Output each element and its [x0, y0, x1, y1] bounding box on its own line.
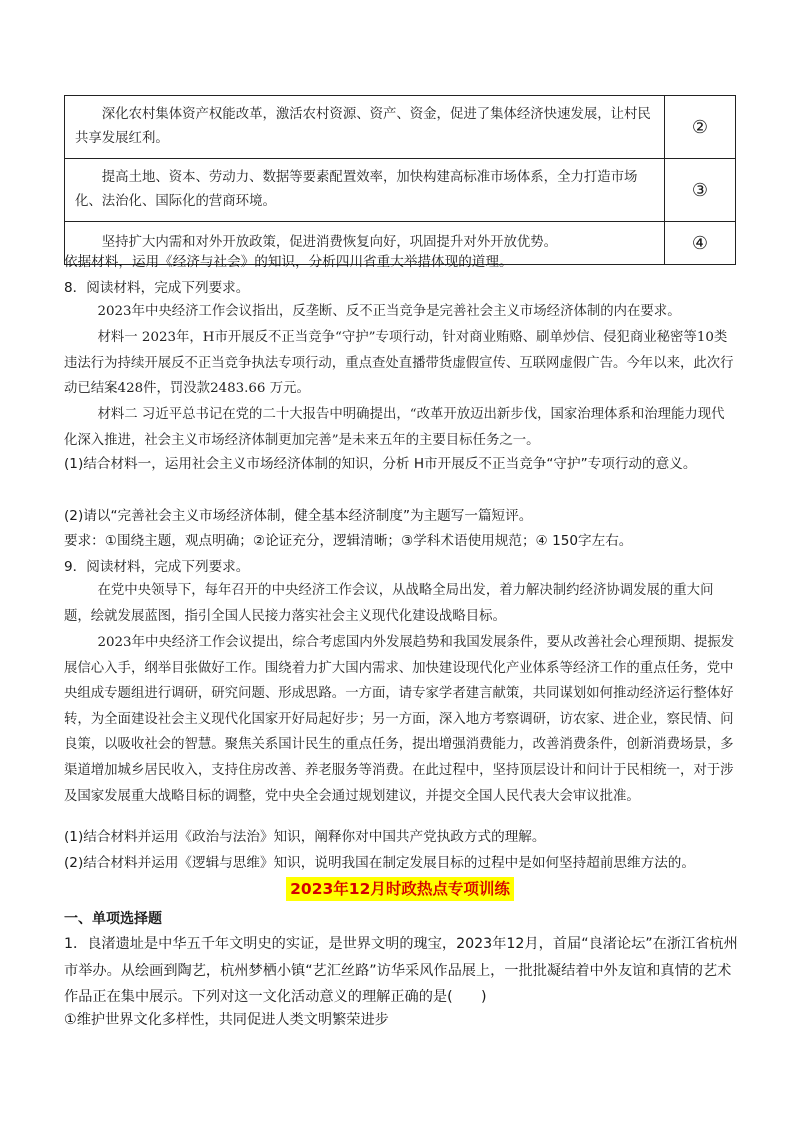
q8-intro: 2023年中央经济工作会议指出，反垄断、反不正当竞争是完善社会主义市场经济体制的内在要求。 — [97, 304, 681, 319]
table-cell-text: 深化农村集体资产权能改革，激活农村资源、资产、资金，促进了集体经济快速发展，让村民共享发展红利。 — [65, 96, 665, 159]
q8-material-2: 材料二 习近平总书记在党的二十大报告中明确提出，“改革开放迈出新步伐，国家治理体系和治理能力现代化深入推进，社会主义市场经济体制更加完善”是未来五年的主要目标任务之一。 — [64, 407, 725, 448]
table-cell-text: 坚持扩大内需和对外开放政策，促进消费恢复向好，巩固提升对外开放优势。 — [65, 222, 665, 265]
table-cell-number: ③ — [665, 159, 736, 222]
q8-requirements: 要求：①围绕主题，观点明确；②论证充分，逻辑清晰；③学科术语使用规范；④ 150字左右。 — [64, 533, 633, 549]
q7-instruction: 依据材料，运用《经济与社会》的知识，分析四川省重大举措体现的道理。 — [64, 254, 513, 270]
measures-table — [64, 95, 736, 265]
section-banner: 2023年12月时政热点专项训练 — [286, 877, 514, 901]
question-1-option-1: ①维护世界文化多样性，共同促进人类文明繁荣进步 — [64, 1012, 389, 1028]
question-1-stem: 1．良渚遗址是中华五千年文明史的实证，是世界文明的瑰宝，2023年12月，首届“良渚论坛”在浙江省杭州市举办。从绘画到陶艺，杭州梦栖小镇“艺汇丝路”访华采风作品展上，一批批凝结着中外友谊和真情的艺术作品正在集中展示。下列对这一文化活动意义的理解正确的是( ) — [64, 936, 738, 1005]
q9-question-2: (2)结合材料并运用《逻辑与思维》知识，说明我国在制定发展目标的过程中是如何坚持超前思维方法的。 — [64, 855, 695, 871]
q9-paragraph-1: 在党中央领导下，每年召开的中央经济工作会议，从战略全局出发，着力解决制约经济协调发展的重大问题，绘就发展蓝图，指引全国人民接力落实社会主义现代化建设战略目标。 — [64, 583, 714, 624]
banner-container — [0, 877, 800, 901]
q8-title: 8．阅读材料，完成下列要求。 — [64, 280, 250, 296]
q9-question-1: (1)结合材料并运用《政治与法治》知识，阐释你对中国共产党执政方式的理解。 — [64, 829, 546, 845]
table-row — [65, 96, 736, 159]
section-heading: 一、单项选择题 — [64, 911, 162, 927]
q9-paragraph-2: 2023年中央经济工作会议提出，综合考虑国内外发展趋势和我国发展条件，要从改善社会心理预期、提振发展信心入手，纲举目张做好工作。围绕着力扩大国内需求、加快建设现代化产业体系等经济工作的重点任务，党中央组成专题组进行调研，研究问题、形成思路。一方面，请专家学者建言献策，共同谋划如何推动经济运行整体好转，为全面建设社会主义现代化国家开好局起好步；另一方面，深入地方考察调研，访农家、进企业，察民情、问良策，以吸收社会的智慧。聚焦关系国计民生的重点任务，提出增强消费能力，改善消费条件，创新消费场景，多渠道增加城乡居民收入，支持住房改善、养老服务等消费。在此过程中，坚持顶层设计和问计于民相统一，对于涉及国家发展重大战略目标的调整，党中央全会通过规划建议，并提交全国人民代表大会审议批准。 — [64, 635, 735, 804]
q8-question-1: (1)结合材料一，运用社会主义市场经济体制的知识，分析 H市开展反不正当竞争“守护”专项行动的意义。 — [64, 456, 697, 472]
table-cell-text: 提高土地、资本、劳动力、数据等要素配置效率，加快构建高标准市场体系，全力打造市场化、法治化、国际化的营商环境。 — [65, 159, 665, 222]
table-row — [65, 159, 736, 222]
q9-title: 9．阅读材料，完成下列要求。 — [64, 559, 250, 575]
q8-question-2: (2)请以“完善社会主义市场经济体制，健全基本经济制度”为主题写一篇短评。 — [64, 508, 533, 524]
table-cell-number: ② — [665, 96, 736, 159]
table-cell-number: ④ — [665, 222, 736, 265]
q8-material-1: 材料一 2023年，H市开展反不正当竞争“守护”专项行动，针对商业贿赂、刷单炒信、侵犯商业秘密等10类违法行为持续开展反不正当竞争执法专项行动，重点查处直播带货虚假宣传、互联网虚假广告。今年以来，此次行动已结案428件，罚没款2483.66 万元。 — [64, 330, 734, 397]
